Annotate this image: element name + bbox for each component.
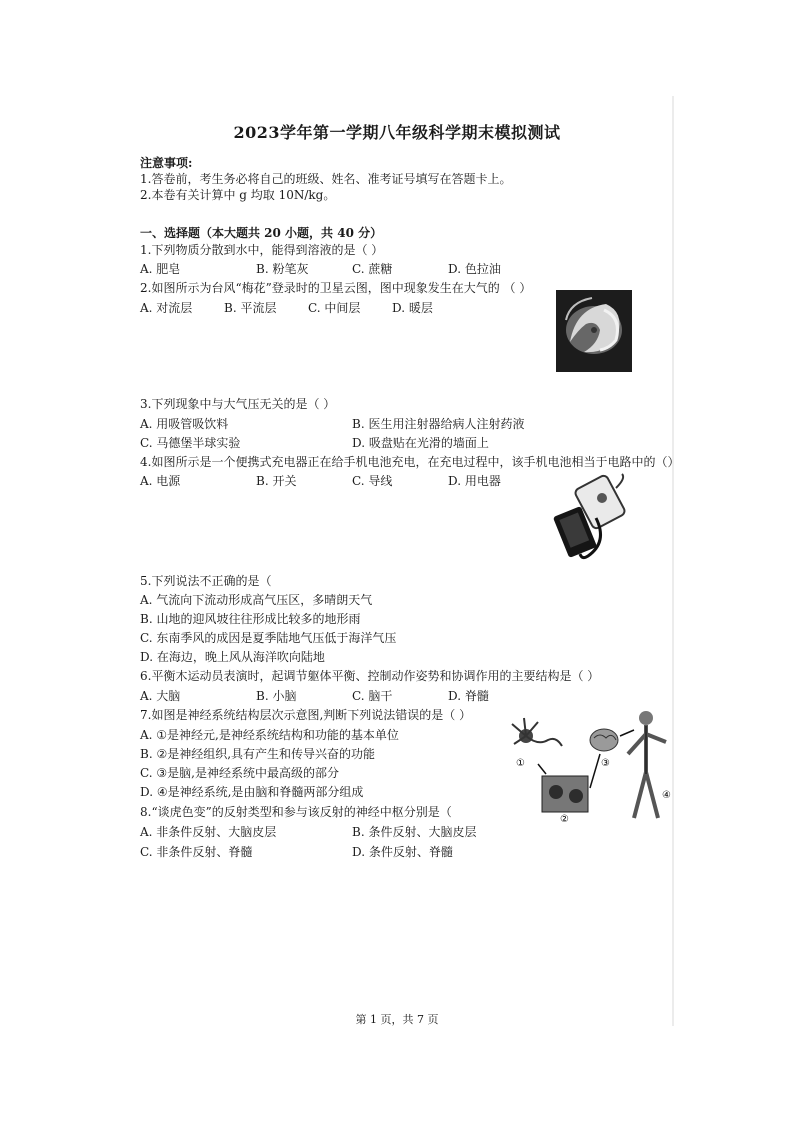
option: D. 脊髓 <box>448 689 489 703</box>
tissue-drawing <box>542 776 588 812</box>
option: C. 中间层 <box>308 301 361 315</box>
notes-heading: 注意事项: <box>140 156 193 170</box>
option: C. 脑干 <box>352 689 393 703</box>
option: C. 蔗糖 <box>352 262 393 276</box>
question-stem: 1.下列物质分散到水中，能得到溶液的是（ ） <box>140 243 384 257</box>
question-stem: 8.“谈虎色变”的反射类型和参与该反射的神经中枢分别是（ <box>140 805 452 819</box>
figure-label: ④ <box>662 790 671 801</box>
option: A. 肥皂 <box>140 262 181 276</box>
page-edge <box>672 96 674 1026</box>
option: C. 导线 <box>352 474 393 488</box>
option: A. 气流向下流动形成高气压区，多晴朗天气 <box>140 593 373 607</box>
option: D. 吸盘贴在光滑的墙面上 <box>352 436 489 450</box>
option: B. ②是神经组织,具有产生和传导兴奋的功能 <box>140 747 376 761</box>
question-stem: 4.如图所示是一个便携式充电器正在给手机电池充电，在充电过程中，该手机电池相当于电路中的（） <box>140 455 680 469</box>
figure-label: ③ <box>601 758 610 769</box>
arrow-icon <box>590 754 600 788</box>
option: A. 对流层 <box>140 301 193 315</box>
question-stem: 7.如图是神经系统结构层次示意图,判断下列说法错误的是（ ） <box>140 708 472 722</box>
question-stem: 3.下列现象中与大气压无关的是（ ） <box>140 397 336 411</box>
brain-drawing <box>590 729 618 751</box>
satellite-cloud-image <box>556 290 632 372</box>
option: B. 粉笔灰 <box>256 262 309 276</box>
option: A. 非条件反射、大脑皮层 <box>140 825 277 839</box>
option: C. ③是脑,是神经系统中最高级的部分 <box>140 766 339 780</box>
option: B. 医生用注射器给病人注射药液 <box>352 417 525 431</box>
figure-label: ① <box>516 758 525 769</box>
option: B. 平流层 <box>224 301 277 315</box>
note-item: 2.本卷有关计算中 g 均取 10N/kg。 <box>140 188 336 202</box>
nervous-system-diagram <box>504 706 672 824</box>
option: A. ①是神经元,是神经系统结构和功能的基本单位 <box>140 728 399 742</box>
page-title: 2023学年第一学期八年级科学期末模拟测试 <box>233 123 561 142</box>
option: D. 用电器 <box>448 474 501 488</box>
option: A. 大脑 <box>140 689 181 703</box>
section-heading: 一、选择题（本大题共 20 小题，共 40 分） <box>140 226 383 240</box>
arrow-icon <box>538 764 546 774</box>
option: A. 电源 <box>140 474 181 488</box>
option: D. 暖层 <box>392 301 433 315</box>
option: B. 小脑 <box>256 689 297 703</box>
figure-label: ② <box>560 814 569 824</box>
note-item: 1.答卷前，考生务必将自己的班级、姓名、准考证号填写在答题卡上。 <box>140 172 512 186</box>
option: D. 色拉油 <box>448 262 501 276</box>
option: D. 在海边，晚上风从海洋吹向陆地 <box>140 650 325 664</box>
human-body-drawing <box>628 711 666 818</box>
page-footer: 第 1 页，共 7 页 <box>355 1013 439 1026</box>
option: D. ④是神经系统,是由脑和脊髓两部分组成 <box>140 785 364 799</box>
option: B. 山地的迎风坡往往形成比较多的地形雨 <box>140 612 361 626</box>
charger-phone-image <box>552 472 634 564</box>
arrow-icon <box>620 730 634 736</box>
neuron-drawing <box>512 718 562 746</box>
option: A. 用吸管吸饮料 <box>140 417 229 431</box>
option: C. 马德堡半球实验 <box>140 436 241 450</box>
question-stem: 5.下列说法不正确的是（ <box>140 574 272 588</box>
question-stem: 6.平衡木运动员表演时，起调节躯体平衡、控制动作姿势和协调作用的主要结构是（ ） <box>140 669 600 683</box>
option: B. 开关 <box>256 474 297 488</box>
option: C. 非条件反射、脊髓 <box>140 845 253 859</box>
option: C. 东南季风的成因是夏季陆地气压低于海洋气压 <box>140 631 397 645</box>
question-stem: 2.如图所示为台风“梅花”登录时的卫星云图，图中现象发生在大气的 （ ） <box>140 281 532 295</box>
option: D. 条件反射、脊髓 <box>352 845 453 859</box>
option: B. 条件反射、大脑皮层 <box>352 825 477 839</box>
